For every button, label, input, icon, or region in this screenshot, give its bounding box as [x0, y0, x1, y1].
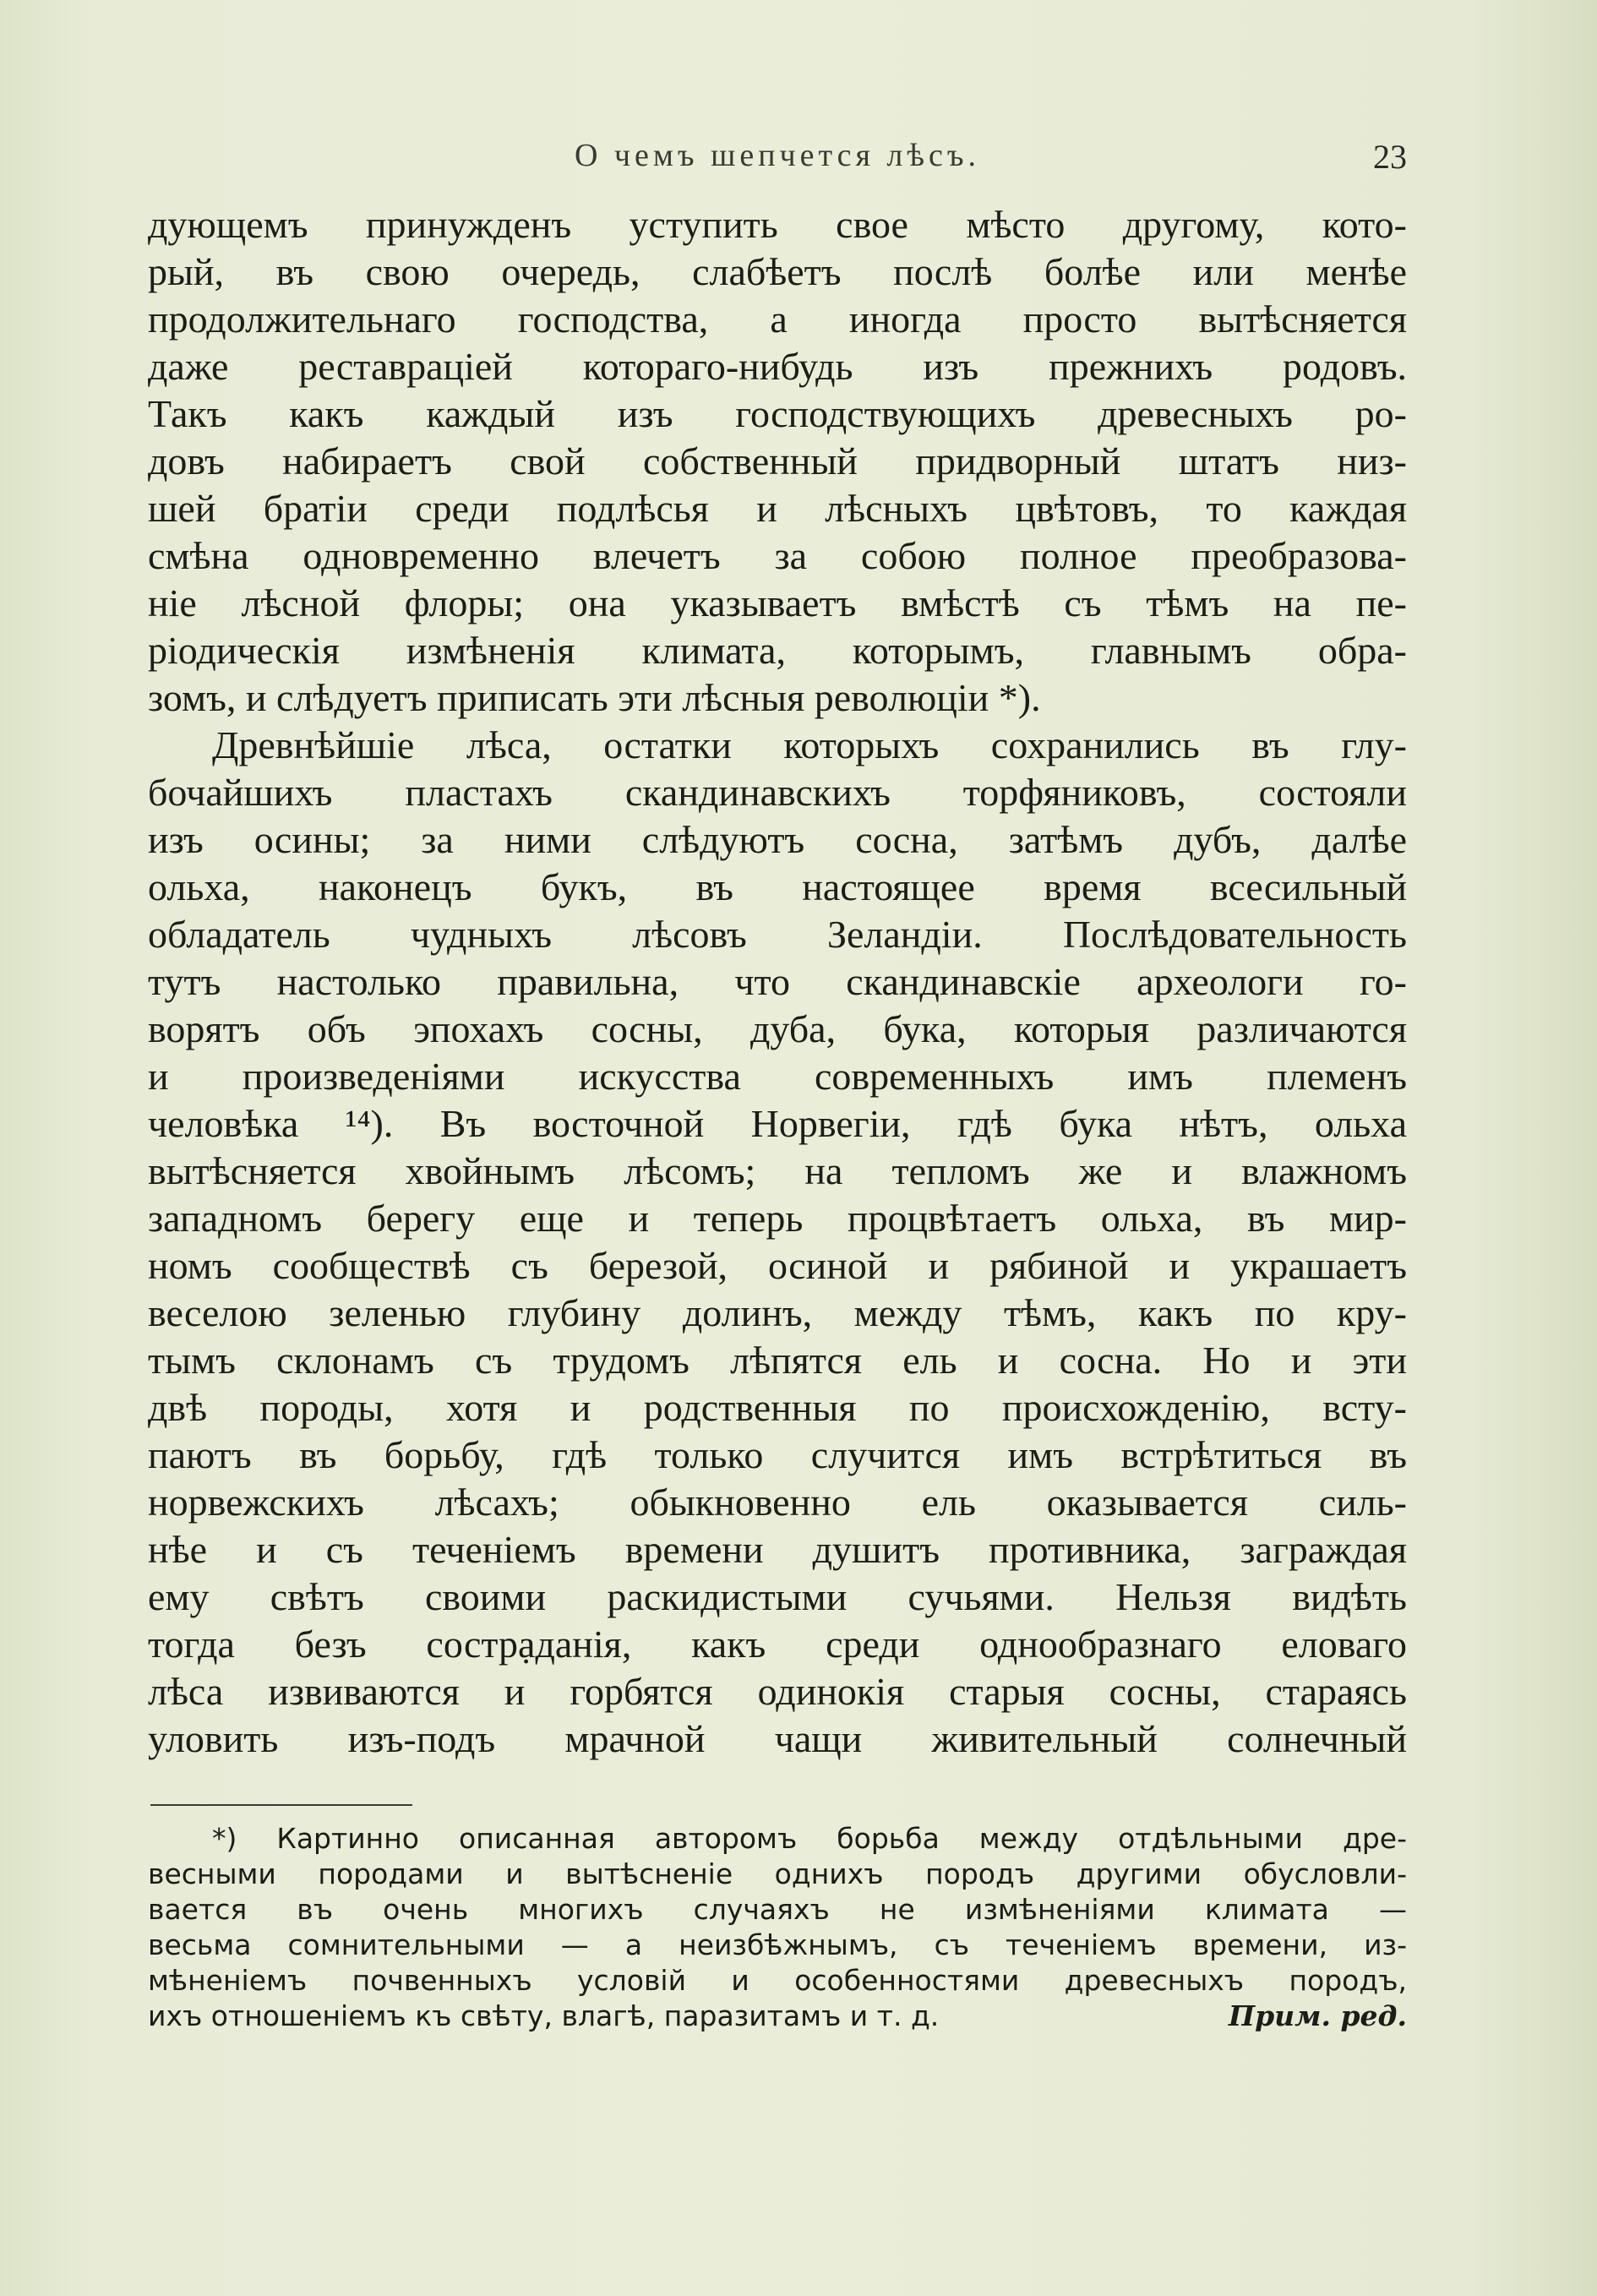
text-line: веселою зеленью глубину долинъ, между тѣмъ, какъ по кру- [148, 1291, 1407, 1334]
text-line: нѣе и съ теченіемъ времени душитъ противника, заграждая [148, 1528, 1407, 1571]
text-line: обладатель чудныхъ лѣсовъ Зеландіи. Послѣдовательность [148, 913, 1407, 956]
paragraph-start-line: Древнѣйшіе лѣса, остатки которыхъ сохранились въ глу- [212, 723, 1407, 766]
text-line: паютъ въ борьбу, гдѣ только случится имъ встрѣтиться въ [148, 1433, 1407, 1476]
text-line: ріодическія измѣненія климата, которымъ, главнымъ обра- [148, 629, 1407, 672]
paragraph-end-line: зомъ, и слѣдуетъ приписать эти лѣсныя революціи *). [148, 676, 1041, 719]
text-line: тутъ настолько правильна, что скандинавскіе археологи го- [148, 960, 1407, 1003]
text-line: ему свѣтъ своими раскидистыми сучьями. Нельзя видѣть [148, 1575, 1407, 1618]
text-line: шей братіи среди подлѣсья и лѣсныхъ цвѣтовъ, то каждая [148, 487, 1407, 530]
text-line: вытѣсняется хвойнымъ лѣсомъ; на тепломъ же и влажномъ [148, 1149, 1407, 1192]
text-line: довъ набираетъ свой собственный придворный штатъ низ- [148, 439, 1407, 483]
text-line: даже реставраціей котораго-нибудь изъ прежнихъ родовъ. [148, 345, 1407, 388]
text-line: рый, въ свою очередь, слабѣетъ послѣ болѣе или менѣе [148, 250, 1407, 293]
footnote-line: вается въ очень многихъ случаяхъ не измѣненіями климата — [148, 1893, 1407, 1926]
text-line: Такъ какъ каждый изъ господствующихъ древесныхъ ро- [148, 392, 1407, 435]
page-number: 23 [1373, 138, 1407, 176]
footnote-line: мѣненіемъ почвенныхъ условій и особенностями древесныхъ породъ, [148, 1964, 1407, 1997]
text-line: дующемъ принужденъ уступить свое мѣсто другому, кото- [148, 203, 1407, 246]
text-line: тогда безъ сострạданія, какъ среди однообразнаго еловаго [148, 1622, 1407, 1666]
running-title: О чемъ шепчется лѣсъ. [574, 138, 981, 173]
text-line: уловить изъ-подъ мрачной чащи живительный солнечный [148, 1717, 1407, 1760]
editor-note: Прим. ред. [1228, 1999, 1407, 2032]
text-line: и произведеніями искусства современныхъ имъ племенъ [148, 1055, 1407, 1098]
text-line: человѣка ¹⁴). Въ восточной Норвегіи, гдѣ бука нѣтъ, ольха [148, 1102, 1407, 1145]
text-line: ніе лѣсной флоры; она указываетъ вмѣстѣ съ тѣмъ на пе- [148, 581, 1407, 624]
footnote-line: *) Картинно описанная авторомъ борьба между отдѣльными дре- [212, 1822, 1407, 1855]
text-line: норвежскихъ лѣсахъ; обыкновенно ель оказывается силь- [148, 1481, 1407, 1524]
body-text [148, 201, 1407, 1763]
text-line: ворятъ объ эпохахъ сосны, дуба, бука, которыя различаются [148, 1007, 1407, 1050]
text-line: бочайшихъ пластахъ скандинавскихъ торфяниковъ, состояли [148, 771, 1407, 814]
text-line: ольха, наконецъ букъ, въ настоящее время всесильный [148, 865, 1407, 908]
text-line: изъ осины; за ними слѣдуютъ сосна, затѣмъ дубъ, далѣе [148, 818, 1407, 861]
footnote-line: весьма сомнительными — а неизбѣжнымъ, съ теченіемъ времени, из- [148, 1928, 1407, 1961]
text-line: лѣса извиваются и горбятся одинокія старыя сосны, стараясь [148, 1670, 1407, 1713]
footnote-last-row [148, 1999, 1407, 2034]
footnote [148, 1821, 1407, 2034]
running-head [148, 137, 1407, 188]
text-line: смѣна одновременно влечетъ за собою полное преобразова- [148, 534, 1407, 577]
text-line: тымъ склонамъ съ трудомъ лѣпятся ель и сосна. Но и эти [148, 1339, 1407, 1382]
text-line: двѣ породы, хотя и родственныя по происхожденію, всту- [148, 1386, 1407, 1429]
text-line: западномъ берегу еще и теперь процвѣтаетъ ольха, въ мир- [148, 1197, 1407, 1240]
text-line: продолжительнаго господства, а иногда просто вытѣсняется [148, 297, 1407, 341]
footnote-line: ихъ отношеніемъ къ свѣту, влагѣ, паразитамъ и т. д. [148, 1999, 940, 2032]
footnote-line: весными породами и вытѣсненіе однихъ породъ другими обусловли- [148, 1857, 1407, 1890]
text-line: номъ сообществѣ съ березой, осиной и рябиной и украшаетъ [148, 1244, 1407, 1287]
footnote-rule [150, 1804, 412, 1806]
